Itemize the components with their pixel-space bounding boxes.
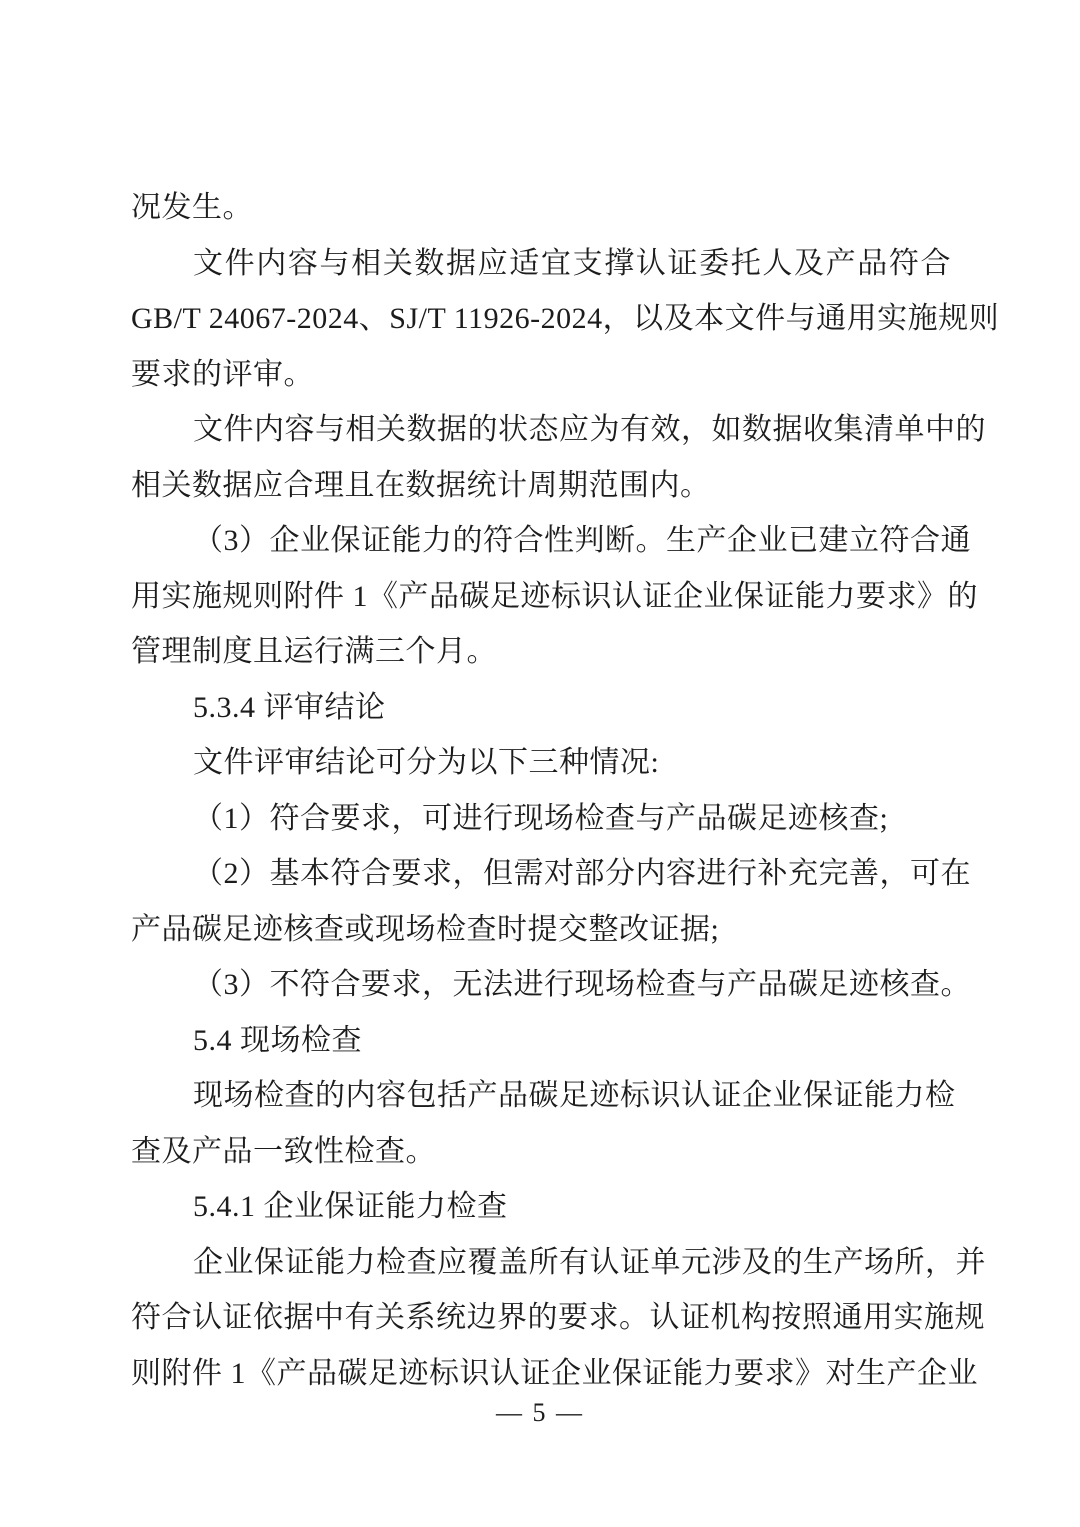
text-line: 相关数据应合理且在数据统计周期范围内。 xyxy=(131,468,711,502)
text-line: 况发生。 xyxy=(131,191,253,224)
text-line: 用实施规则附件 1《产品碳足迹标识认证企业保证能力要求》的 xyxy=(131,579,978,613)
text-line: （3）不符合要求，无法进行现场检查与产品碳足迹核查。 xyxy=(193,968,971,1001)
text-line: （1）符合要求，可进行现场检查与产品碳足迹核查; xyxy=(193,801,889,835)
text-line: 5.4 现场检查 xyxy=(193,1023,362,1057)
text-line: 现场检查的内容包括产品碳足迹标识认证企业保证能力检 xyxy=(193,1079,956,1112)
text-line: 文件内容与相关数据应适宜支撑认证委托人及产品符合 xyxy=(193,246,951,280)
text-line: 符合认证依据中有关系统边界的要求。认证机构按照通用实施规 xyxy=(131,1301,985,1334)
text-line: 查及产品一致性检查。 xyxy=(131,1134,436,1168)
text-line: 产品碳足迹核查或现场检查时提交整改证据; xyxy=(131,912,720,946)
text-line: 5.3.4 评审结论 xyxy=(193,690,386,724)
text-line: （2）基本符合要求，但需对部分内容进行补充完善，可在 xyxy=(193,857,971,890)
text-line: 5.4.1 企业保证能力检查 xyxy=(193,1190,508,1223)
text-line: 文件内容与相关数据的状态应为有效，如数据收集清单中的 xyxy=(193,413,986,446)
text-line: 则附件 1《产品碳足迹标识认证企业保证能力要求》对生产企业 xyxy=(131,1356,978,1390)
text-line: GB/T 24067-2024、SJ/T 11926-2024，以及本文件与通用实施规则 xyxy=(131,302,1000,335)
text-line: 要求的评审。 xyxy=(131,357,314,391)
text-line: 文件评审结论可分为以下三种情况: xyxy=(193,746,660,779)
text-line: （3）企业保证能力的符合性判断。生产企业已建立符合通 xyxy=(193,524,971,557)
text-line: 企业保证能力检查应覆盖所有认证单元涉及的生产场所，并 xyxy=(193,1245,986,1279)
document-body xyxy=(131,180,1000,1401)
text-line: 管理制度且运行满三个月。 xyxy=(131,635,497,668)
page-number: — 5 — xyxy=(496,1398,584,1427)
